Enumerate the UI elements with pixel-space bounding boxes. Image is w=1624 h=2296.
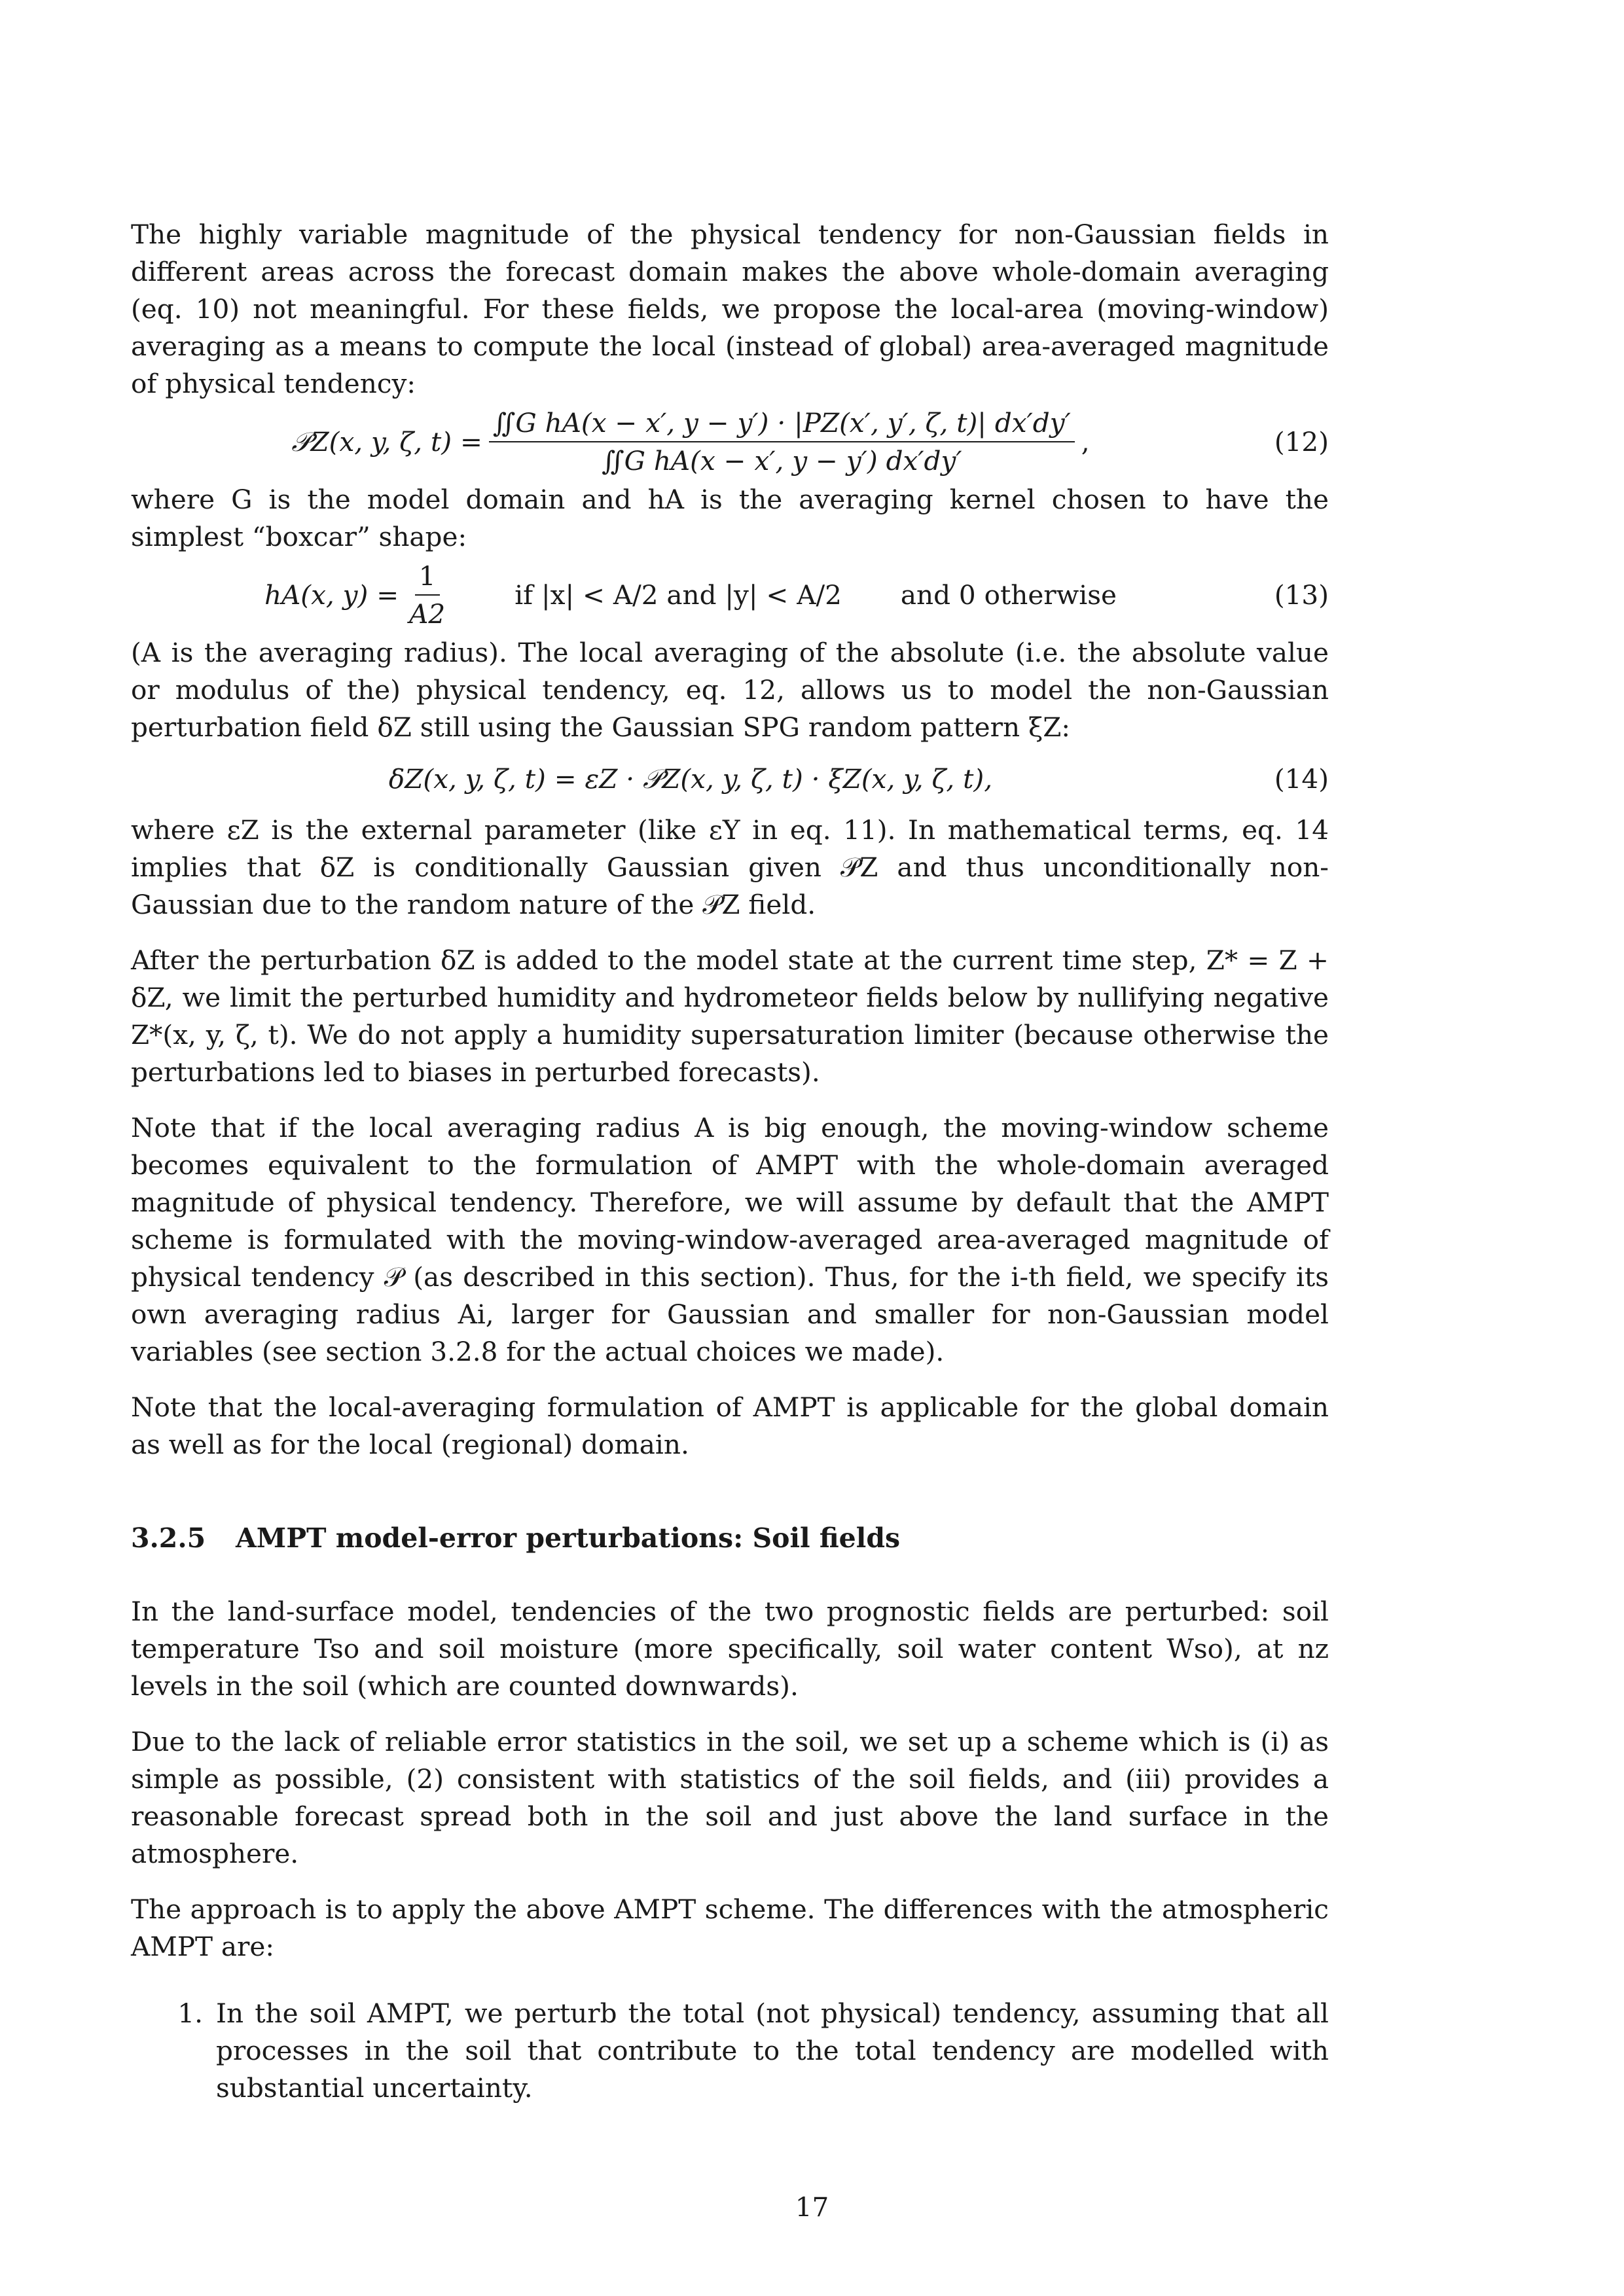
equation-13 [131,556,1329,634]
list-item-text: In the soil AMPT, we perturb the total (not physical) tendency, assuming that all processes in the soil that contribute to the total tendency are modelled with substantial uncertainty. [216,1998,1329,2104]
eq13-fraction [405,560,449,630]
section-heading [131,1522,1329,1554]
eq12-fraction [489,407,1075,476]
paragraph-land-surface: In the land-surface model, tendencies of the two prognostic fields are perturbed: soil temperature Tso and soil moisture (more specifically, soil water content Wso), at nz levels in the soil (which are counted downwards). [131,1596,1329,1702]
eq14-text: δZ(x, y, ζ, t) = εZ · 𝒫Z(x, y, ζ, t) · ξZ(x, y, ζ, t), [388,762,993,795]
page-number: 17 [795,2191,829,2223]
differences-list [131,1995,1329,2107]
paragraph-soil-statistics: Due to the lack of reliable error statistics in the soil, we set up a scheme which is (i) as simple as possible, (2) consistent with statistics of the soil fields, and (iii) provides a reasonable forecast spread both in the soil and just above the land surface in the atmosphere. [131,1726,1329,1869]
page-body [131,216,1329,2107]
eq12-denominator: ∬G hA(x − x′, y − y′) dx′dy′ [602,445,962,476]
eq12-numerator: ∬G hA(x − x′, y − y′) · |PZ(x′, y′, ζ, t)| dx′dy′ [489,407,1075,442]
paragraph-global-domain: Note that the local-averaging formulation of AMPT is applicable for the global domain as well as for the local (regional) domain. [131,1391,1329,1460]
paragraph-averaging-radius: (A is the averaging radius). The local averaging of the absolute (i.e. the absolute value or modulus of the) physical tendency, eq. 12, allows us to model the non-Gaussian perturbation field δZ still using the Gaussian SPG random pattern ξZ: [131,637,1329,743]
eq12-lhs: 𝒫Z(x, y, ζ, t) = [291,425,482,457]
paragraph-kernel: where G is the model domain and hA is the averaging kernel chosen to have the simplest “boxcar” shape: [131,484,1329,552]
eq13-frac-den: A2 [409,598,446,630]
equation-12: 𝒫Z(x, y, ζ, t) = $\frac{\text{∬G hA(x − x′, y − y′) · |PZ(x′, y′, ζ, t)| dx′dy′}}{\text{∬G hA(x − x′, y − y′) dx′dy′}}$ , (12) [291,407,1329,476]
list-item [131,1995,1329,2107]
paragraph-external-parameter: where εZ is the external parameter (like εY in eq. 11). In mathematical terms, eq. 14 implies that δZ is conditionally Gaussian given 𝒫Z and thus unconditionally non-Gaussian due to the random nature of the 𝒫Z field. [131,814,1329,920]
section-title: AMPT model-error perturbations: Soil fields [236,1522,901,1554]
equation-14 [131,746,1329,812]
paragraph-approach: The approach is to apply the above AMPT scheme. The differences with the atmospheric AMPT are: [131,1893,1329,1962]
paragraph-local-area-intro: The highly variable magnitude of the physical tendency for non-Gaussian fields in different areas across the forecast domain makes the above whole-domain averaging (eq. 10) not meaningful. For these fields, we propose the local-area (moving-window) averaging as a means to compute the local (instead of global) area-averaged magnitude of physical tendency: [131,219,1329,399]
eq13-otherwise: and 0 otherwise [900,579,1117,611]
eq13-number: (13) [1274,579,1329,611]
eq13-lhs: hA(x, y) = [264,579,399,611]
eq13-frac-num: 1 [415,560,440,596]
eq13-condition: if |x| < A/2 and |y| < A/2 [514,579,842,611]
section-number: 3.2.5 [131,1522,206,1554]
list-item-label: 1. [177,1998,203,2029]
eq14-number: (14) [1274,763,1329,795]
eq12-number: (12) [1274,426,1329,457]
paragraph-perturbation-limit: After the perturbation δZ is added to the model state at the current time step, Z* = Z + δZ, we limit the perturbed humidity and hydrometeor fields below by nullifying negative Z*(x, y, ζ, t). We do not apply a humidity supersaturation limiter (because otherwise the perturbations led to biases in perturbed forecasts). [131,944,1329,1088]
paragraph-moving-window: Note that if the local averaging radius A is big enough, the moving-window scheme becomes equivalent to the formulation of AMPT with the whole-domain averaged magnitude of physical tendency. Therefore, we will assume by default that the AMPT scheme is formulated with the moving-window-averaged area-averaged magnitude of physical tendency 𝒫 (as described in this section). Thus, for the i-th field, we specify its own averaging radius Ai, larger for Gaussian and smaller for non-Gaussian model variables (see section 3.2.8 for the actual choices we made). [131,1112,1329,1367]
